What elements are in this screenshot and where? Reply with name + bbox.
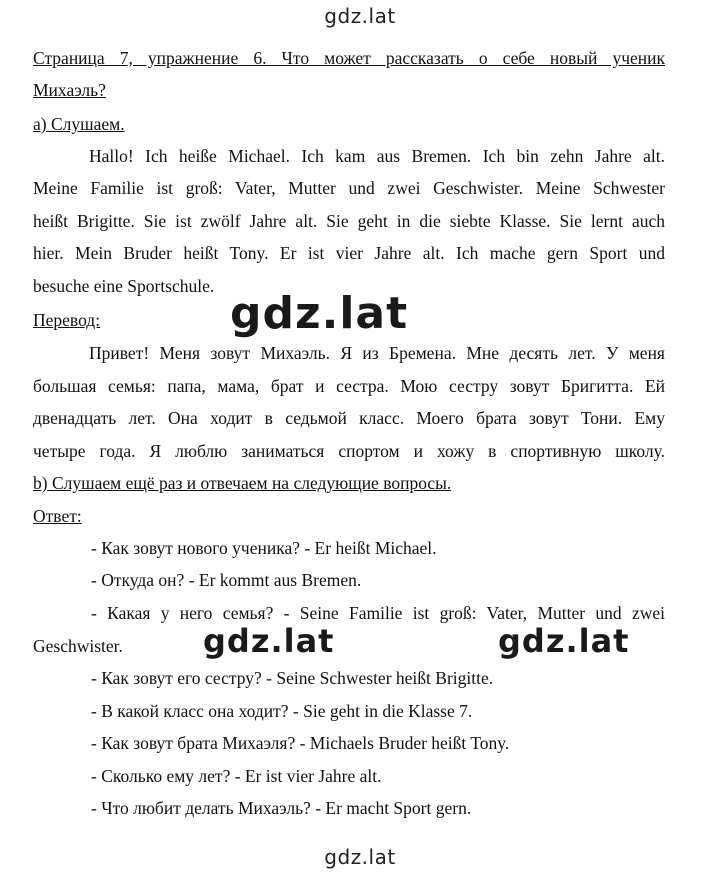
- part-b-label: b) Слушаем ещё раз и отвечаем на следующие вопросы.: [33, 473, 452, 493]
- heading-line-1: Страница 7, упражнение 6. Что может рассказать о себе новый ученик: [33, 48, 665, 68]
- answer-line: - Откуда он? - Er kommt aus Bremen.: [91, 570, 362, 590]
- german-text-line: heißt Brigitte. Sie ist zwölf Jahre alt. Sie geht in die siebte Klasse. Sie lernt auch: [33, 211, 665, 231]
- german-text-line: Hallo! Ich heiße Michael. Ich kam aus Bremen. Ich bin zehn Jahre alt.: [89, 146, 665, 166]
- translation-line: двенадцать лет. Она ходит в седьмой класс. Моего брата зовут Тони. Ему: [33, 408, 665, 428]
- translation-line: Привет! Меня зовут Михаэль. Я из Бремена. Мне десять лет. У меня: [89, 343, 665, 363]
- translation-line: четыре года. Я люблю заниматься спортом и хожу в спортивную школу.: [33, 441, 665, 461]
- watermark-logo: gdz.lat: [498, 622, 630, 660]
- watermark-logo: gdz.lat: [203, 622, 335, 660]
- german-text-line: besuche eine Sportschule.: [33, 276, 215, 296]
- german-text-line: hier. Mein Bruder heißt Tony. Er ist vier Jahre alt. Ich mache gern Sport und: [33, 243, 665, 263]
- answer-line: - В какой класс она ходит? - Sie geht in die Klasse 7.: [91, 701, 473, 721]
- answer-line: - Как зовут брата Михаэля? - Michaels Bruder heißt Tony.: [91, 733, 510, 753]
- site-watermark-bottom: gdz.lat: [324, 845, 396, 869]
- answer-line: - Что любит делать Михаэль? - Er macht Sport gern.: [91, 798, 472, 818]
- answer-line: - Сколько ему лет? - Er ist vier Jahre alt.: [91, 766, 382, 786]
- heading-line-2: Михаэль?: [33, 80, 106, 100]
- translation-label: Перевод:: [33, 310, 101, 330]
- answer-line: - Как зовут нового ученика? - Er heißt Michael.: [91, 538, 437, 558]
- german-text-line: Meine Familie ist groß: Vater, Mutter und zwei Geschwister. Meine Schwester: [33, 178, 665, 198]
- answer-line: - Как зовут его сестру? - Seine Schwester heißt Brigitte.: [91, 668, 494, 688]
- answer-label: Ответ:: [33, 506, 82, 526]
- part-a-label: a) Слушаем.: [33, 114, 125, 134]
- answer-line: Geschwister.: [33, 636, 123, 656]
- watermark-logo: gdz.lat: [230, 288, 409, 339]
- site-watermark-top: gdz.lat: [324, 4, 396, 28]
- translation-line: большая семья: папа, мама, брат и сестра. Мою сестру зовут Бригитта. Ей: [33, 376, 665, 396]
- answer-line: - Какая у него семья? - Seine Familie ist groß: Vater, Mutter und zwei: [91, 603, 665, 623]
